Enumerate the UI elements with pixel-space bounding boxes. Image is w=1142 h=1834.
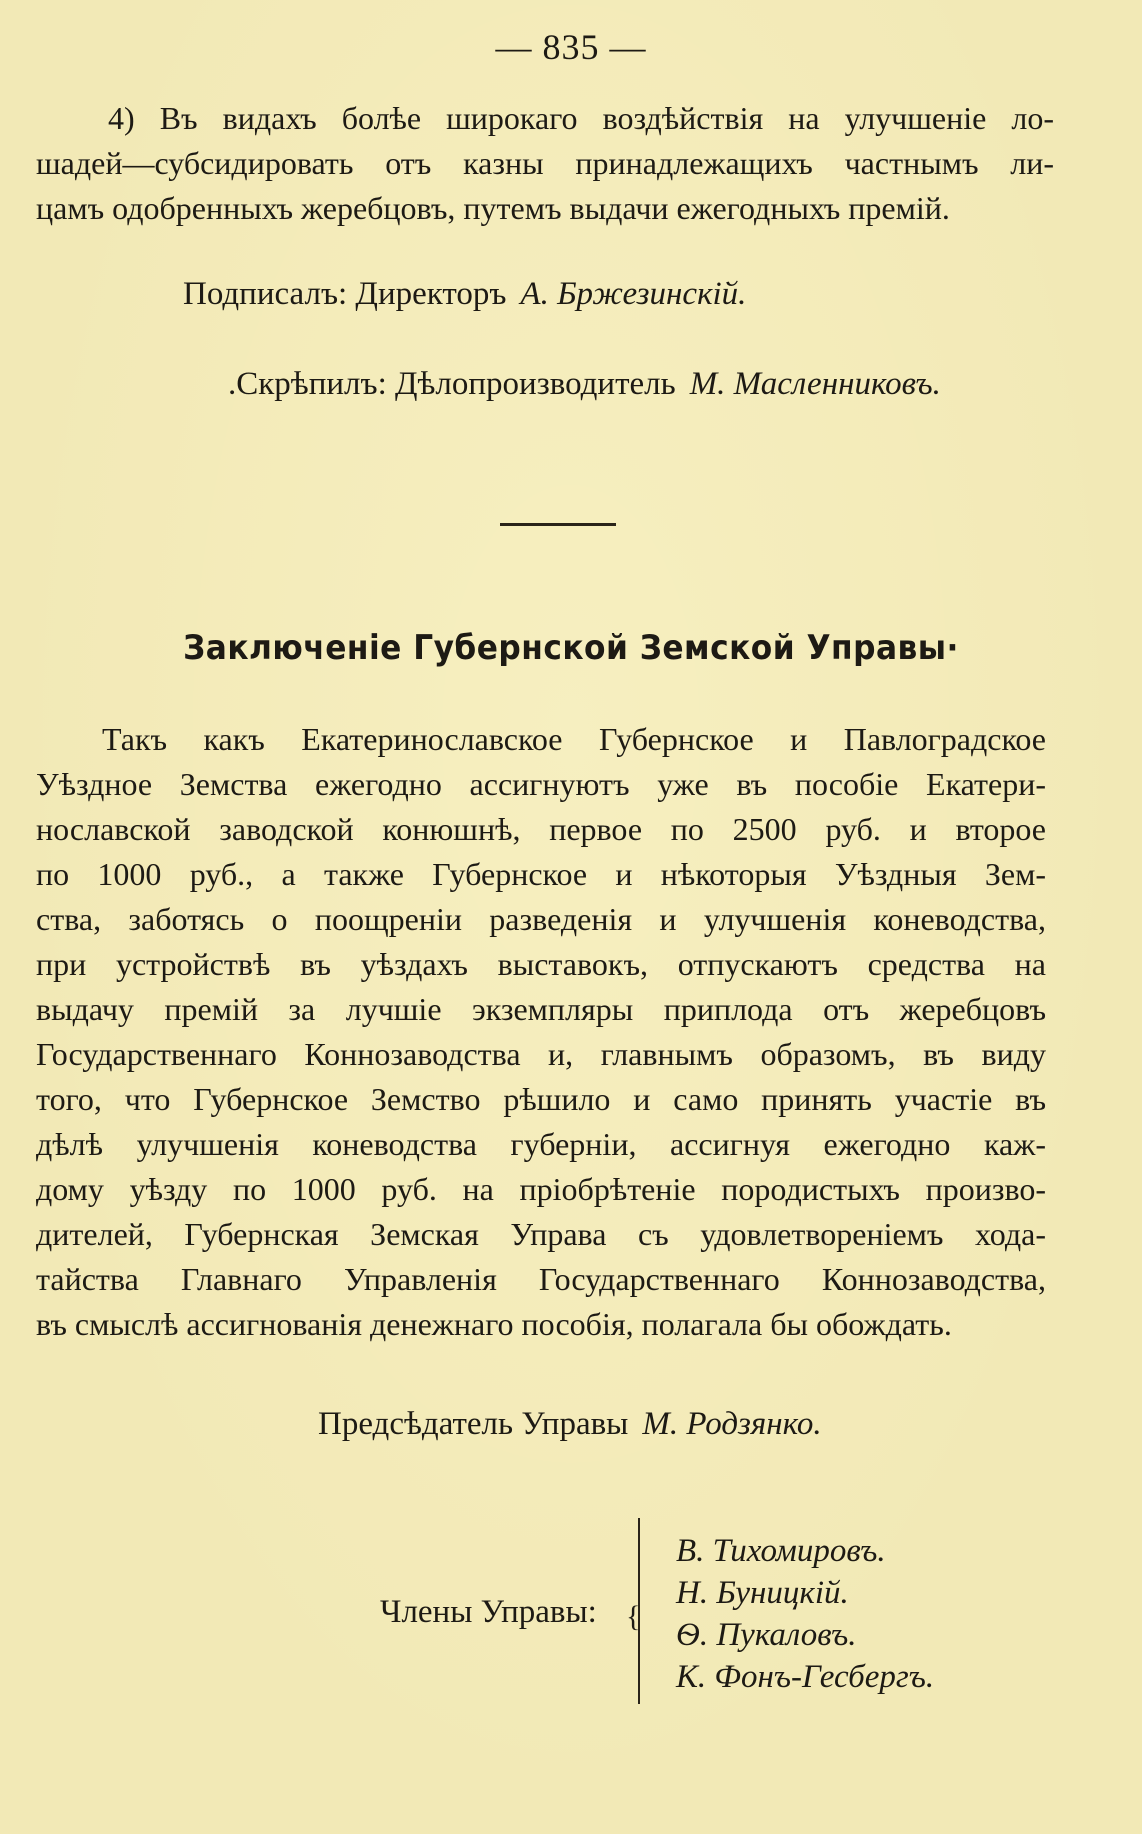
conclusion-line: по 1000 руб., а также Губернское и нѣкоторыя Уѣздныя Зем- [36, 856, 1046, 892]
conclusion-line: того, что Губернское Земство рѣшило и само принять участіе въ [36, 1081, 1046, 1117]
section-divider [500, 523, 616, 526]
signed-name: А. Бржезинскій. [520, 276, 747, 312]
conclusion-line: дѣлѣ улучшенія коневодства губерніи, ассигнуя ежегодно каж- [36, 1126, 1046, 1162]
conclusion-line: Уѣздное Земства ежегодно ассигнуютъ уже въ пособіе Екатери- [36, 766, 1046, 802]
item-4-paragraph [36, 96, 1054, 231]
countersigned-line [228, 366, 941, 403]
chairman-label: Предсѣдатель Управы [318, 1406, 629, 1442]
members-list [676, 1530, 934, 1698]
conclusion-line: выдачу премій за лучшіе экземпляры приплода отъ жеребцовъ [36, 991, 1046, 1027]
page-number: — 835 — [495, 27, 647, 67]
conclusion-line: дому уѣзду по 1000 руб. на пріобрѣтеніе породистыхъ произво- [36, 1171, 1046, 1207]
member-name: Ѳ. Пукаловъ. [676, 1617, 857, 1653]
members-label: Члены Управы: [380, 1594, 597, 1630]
conclusion-line: нославской заводской конюшнѣ, первое по 2500 руб. и второе [36, 811, 1046, 847]
item-4-line: цамъ одобренныхъ жеребцовъ, путемъ выдачи ежегодныхъ премій. [36, 190, 950, 226]
item-4-line: 4) Въ видахъ болѣе широкаго воздѣйствія на улучшеніе ло- [108, 100, 1054, 136]
chairman-signature [318, 1406, 822, 1443]
members-brace-tip: { [626, 1600, 641, 1633]
signed-label: Подписалъ: Директоръ [183, 276, 507, 312]
member-name: В. Тихомировъ. [676, 1533, 886, 1569]
conclusion-line: ства, заботясь о поощреніи разведенія и улучшенія коневодства, [36, 901, 1046, 937]
signed-line [183, 276, 746, 313]
member-name: Н. Буницкій. [676, 1575, 849, 1611]
conclusion-line: въ смыслѣ ассигнованія денежнаго пособія, полагала бы обождать. [36, 1306, 952, 1342]
conclusion-line: Такъ какъ Екатеринославское Губернское и Павлоградское [102, 721, 1046, 757]
member-name: К. Фонъ-Гесбергъ. [676, 1659, 935, 1695]
conclusion-paragraph [36, 717, 1046, 1347]
conclusion-line: дителей, Губернская Земская Управа съ удовлетвореніемъ хода- [36, 1216, 1046, 1252]
chairman-name: М. Родзянко. [642, 1406, 822, 1442]
conclusion-line: Государственнаго Коннозаводства и, главнымъ образомъ, въ виду [36, 1036, 1046, 1072]
countersigned-name: М. Масленниковъ. [689, 366, 941, 402]
conclusion-line: тайства Главнаго Управленія Государственнаго Коннозаводства, [36, 1261, 1046, 1297]
item-4-line: шадей—субсидировать отъ казны принадлежащихъ частнымъ ли- [36, 145, 1054, 181]
countersigned-label: .Скрѣпилъ: Дѣлопроизводитель [228, 366, 676, 402]
section-heading: Заключеніе Губернской Земской Управы· [183, 628, 959, 668]
conclusion-line: при устройствѣ въ уѣздахъ выставокъ, отпускаютъ средства на [36, 946, 1046, 982]
